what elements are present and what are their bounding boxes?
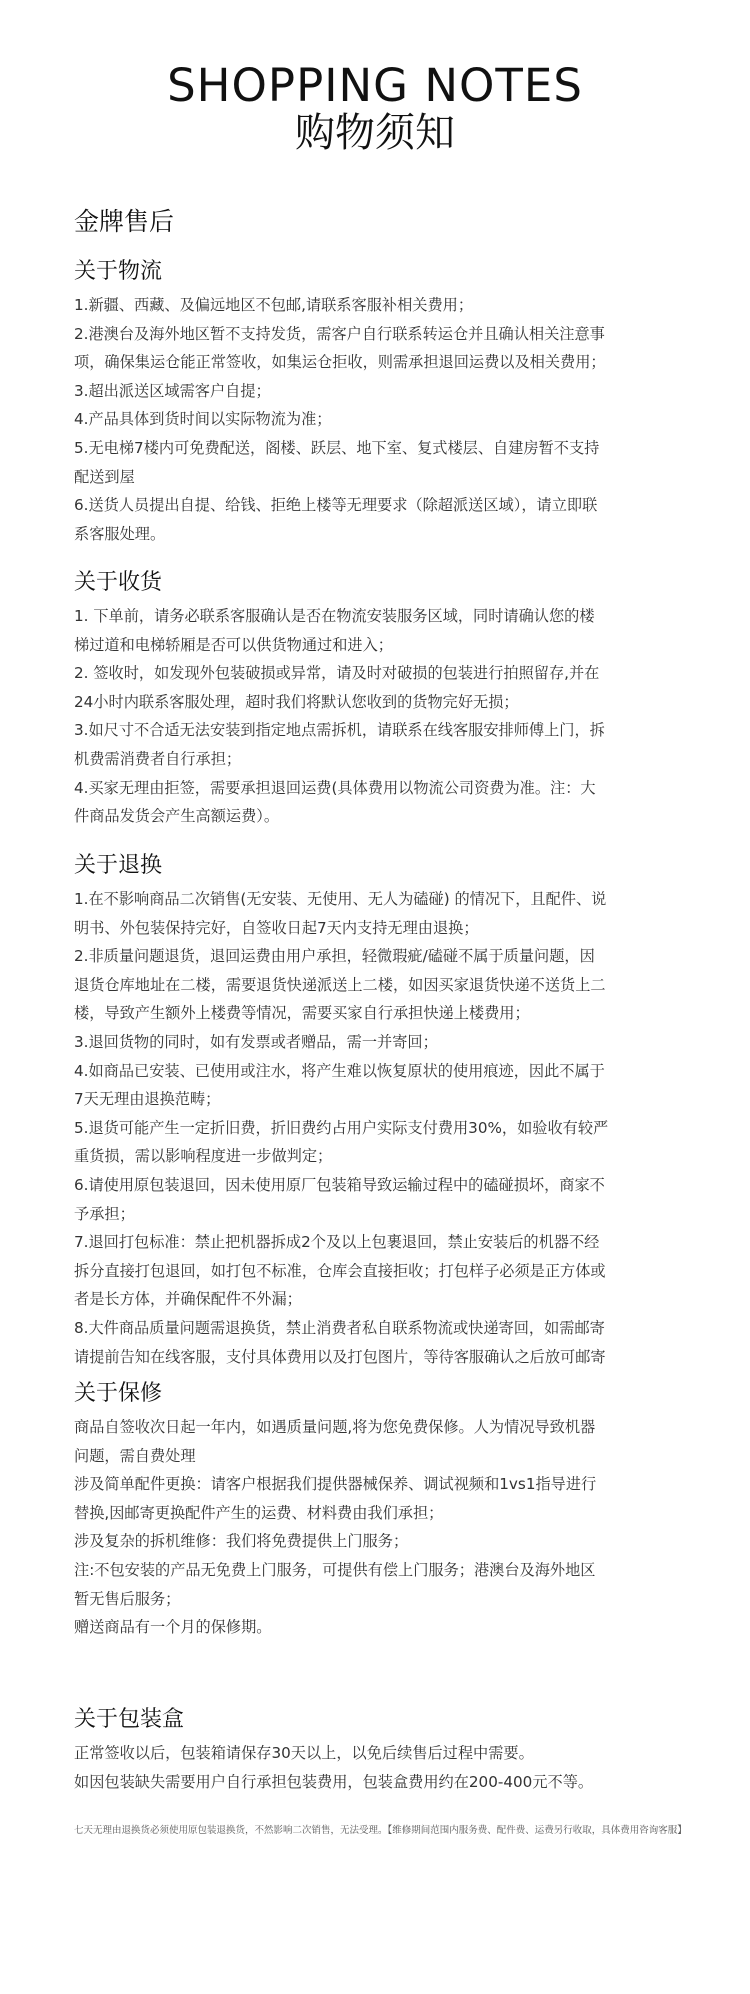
- text-line: 机费需消费者自行承担；: [74, 749, 242, 768]
- text-line: 系客服处理。: [74, 524, 166, 543]
- text-line: 2.非质量问题退货，退回运费由用户承担，轻微瑕疵/磕碰不属于质量问题，因: [74, 947, 595, 966]
- text-line: 5.无电梯7楼内可免费配送，阁楼、跃层、地下室、复式楼层、自建房暂不支持: [74, 438, 600, 457]
- footnote: 七天无理由退换货必须使用原包装退换货，不然影响二次销售，无法受理。【维修期间范围内服务费、配件费、运费另行收取，具体费用咨询客服】: [74, 1825, 687, 1836]
- section-title: 关于收货: [74, 570, 163, 595]
- section-logistics: [74, 257, 684, 548]
- text-line: 如因包装缺失需要用户自行承担包装费用，包装盒费用约在200-400元不等。: [74, 1772, 594, 1791]
- text-line: 请提前告知在线客服，支付具体费用以及打包图片，等待客服确认之后放可邮寄: [74, 1347, 606, 1366]
- brand-heading: 金牌售后: [74, 207, 175, 236]
- text-line: 3.退回货物的同时，如有发票或者赠品，需一并寄回；: [74, 1032, 438, 1051]
- text-line: 楼，导致产生额外上楼费等情况，需要买家自行承担快递上楼费用；: [74, 1004, 530, 1023]
- text-line: 8.大件商品质量问题需退换货，禁止消费者私自联系物流或快递寄回，如需邮寄: [74, 1318, 605, 1337]
- text-line: 2. 签收时，如发现外包装破损或异常，请及时对破损的包装进行拍照留存,并在: [74, 664, 600, 683]
- text-line: 者是长方体，并确保配件不外漏；: [74, 1290, 302, 1309]
- text-line: 5.退货可能产生一定折旧费，折旧费约占用户实际支付费用30%，如验收有较严: [74, 1118, 609, 1137]
- section-title: 关于包装盒: [74, 1707, 185, 1732]
- text-line: 4.如商品已安装、已使用或注水，将产生难以恢复原状的使用痕迹，因此不属于: [74, 1061, 605, 1080]
- text-line: 3.如尺寸不合适无法安装到指定地点需拆机，请联系在线客服安排师傅上门，拆: [74, 721, 605, 740]
- text-line: 2.港澳台及海外地区暂不支持发货，需客户自行联系转运仓并且确认相关注意事: [74, 324, 605, 343]
- text-line: 项，确保集运仓能正常签收，如集运仓拒收，则需承担退回运费以及相关费用；: [74, 353, 606, 372]
- text-line: 1.在不影响商品二次销售(无安装、无使用、无人为磕碰) 的情况下，且配件、说: [74, 890, 607, 908]
- text-line: 1. 下单前，请务必联系客服确认是否在物流安装服务区域，同时请确认您的楼: [74, 607, 595, 625]
- text-line: 24小时内联系客服处理，超时我们将默认您收到的货物完好无损；: [74, 692, 519, 711]
- text-line: 明书、外包装保持完好，自签收日起7天内支持无理由退换；: [74, 918, 479, 937]
- section-packaging: [74, 1705, 684, 1796]
- text-line: 7.退回打包标准：禁止把机器拆成2个及以上包裹退回，禁止安装后的机器不经: [74, 1233, 600, 1252]
- text-line: 替换,因邮寄更换配件产生的运费、材料费由我们承担；: [74, 1503, 444, 1522]
- text-line: 暂无售后服务；: [74, 1589, 181, 1608]
- text-line: 涉及复杂的拆机维修：我们将免费提供上门服务；: [74, 1532, 409, 1551]
- section-returns: [74, 851, 684, 1371]
- section-title: 关于保修: [74, 1381, 163, 1406]
- text-line: 配送到屋: [74, 467, 135, 486]
- text-line: 拆分直接打包退回，如打包不标准，仓库会直接拒收；打包样子必须是正方体或: [74, 1261, 606, 1280]
- text-line: 商品自签收次日起一年内，如遇质量问题,将为您免费保修。人为情况导致机器: [74, 1418, 596, 1436]
- page-title-english: SHOPPING NOTES: [167, 59, 583, 112]
- text-line: 赠送商品有一个月的保修期。: [74, 1618, 272, 1637]
- text-line: 问题，需自费处理: [74, 1446, 196, 1465]
- text-line: 正常签收以后，包装箱请保存30天以上，以免后续售后过程中需要。: [74, 1744, 534, 1762]
- text-line: 件商品发货会产生高额运费）。: [74, 807, 280, 826]
- section-title: 关于物流: [74, 259, 163, 284]
- text-line: 涉及简单配件更换：请客户根据我们提供器械保养、调试视频和1vs1指导进行: [74, 1475, 597, 1494]
- text-line: 梯过道和电梯轿厢是否可以供货物通过和进入；: [74, 635, 393, 654]
- section-warranty: [74, 1379, 684, 1642]
- text-line: 予承担；: [74, 1204, 135, 1223]
- text-line: 3.超出派送区域需客户自提；: [74, 381, 271, 400]
- text-line: 1.新疆、西藏、及偏远地区不包邮,请联系客服补相关费用；: [74, 296, 474, 314]
- text-line: 7天无理由退换范畴；: [74, 1090, 221, 1109]
- text-line: 重货损，需以影响程度进一步做判定；: [74, 1147, 333, 1166]
- text-line: 注:不包安装的产品无免费上门服务，可提供有偿上门服务；港澳台及海外地区: [74, 1560, 596, 1579]
- text-line: 6.请使用原包装退回，因未使用原厂包装箱导致运输过程中的磕碰损坏，商家不: [74, 1175, 605, 1194]
- section-title: 关于退换: [74, 853, 163, 878]
- text-line: 4.产品具体到货时间以实际物流为准；: [74, 410, 332, 429]
- page-title-chinese: 购物须知: [295, 110, 455, 156]
- text-line: 退货仓库地址在二楼，需要退货快递派送上二楼，如因买家退货快递不送货上二: [74, 975, 606, 994]
- section-receiving: [74, 568, 684, 831]
- text-line: 4.买家无理由拒签，需要承担退回运费(具体费用以物流公司资费为准。注：大: [74, 778, 596, 797]
- text-line: 6.送货人员提出自提、给钱、拒绝上楼等无理要求（除超派送区域），请立即联: [74, 496, 598, 515]
